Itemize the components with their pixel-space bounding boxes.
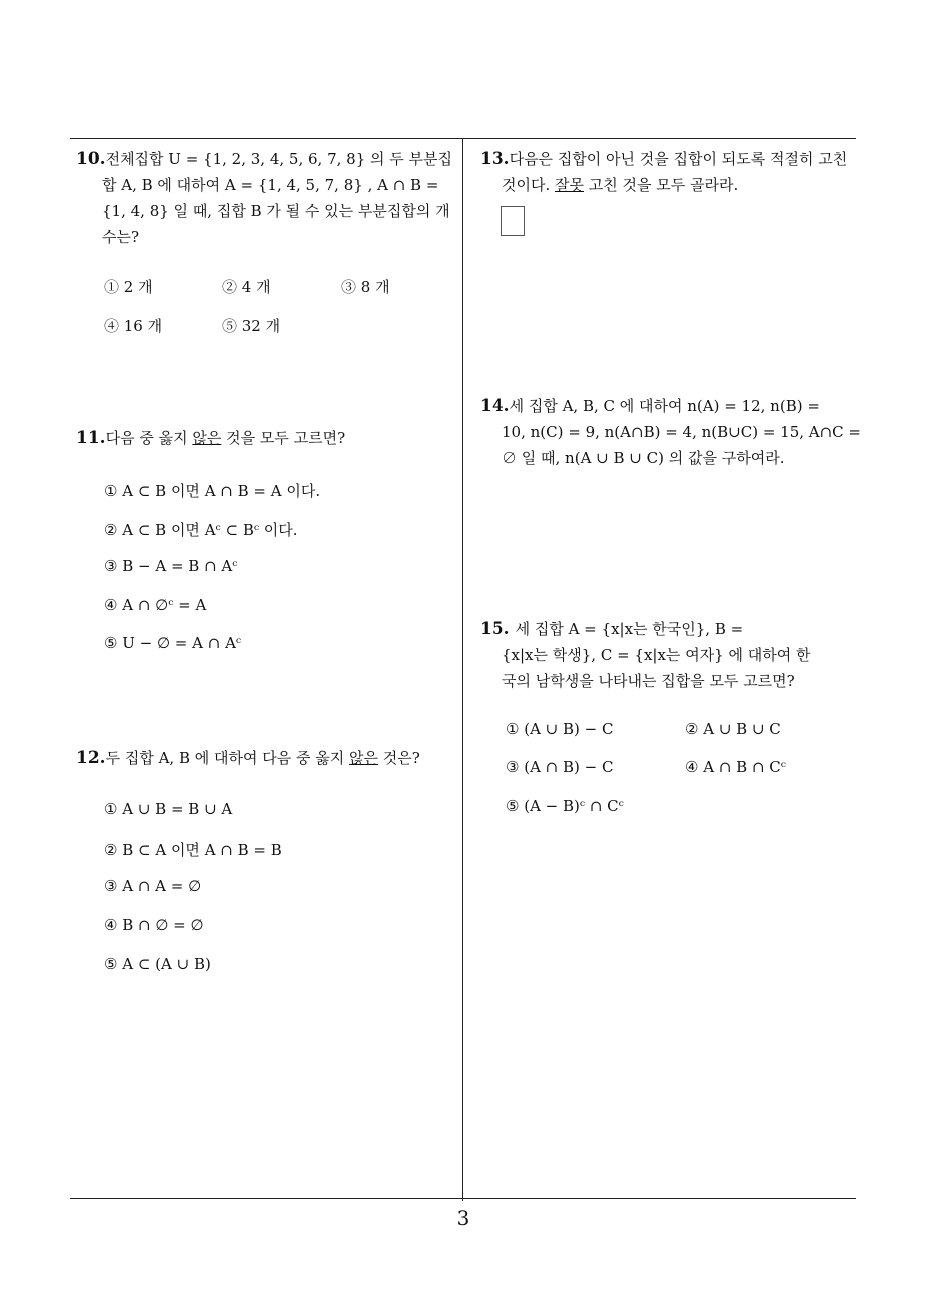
question-13-line-2: 것이다. 잘못 고친 것을 모두 골라라. [502, 176, 739, 194]
question-11 [76, 425, 456, 451]
question-13-number: 13. [480, 149, 510, 169]
question-10-option-3[interactable]: ③ 8 개 [341, 278, 390, 296]
question-15-option-2[interactable]: ② A ∪ B ∪ C [685, 720, 781, 738]
question-11-option-5[interactable]: ⑤ U − ∅ = A ∩ Aᶜ [104, 634, 242, 652]
question-14-number: 14. [480, 396, 510, 416]
question-10 [76, 146, 456, 250]
underlined-word: 않은 [192, 429, 222, 447]
question-11-option-2[interactable]: ② A ⊂ B 이면 Aᶜ ⊂ Bᶜ 이다. [104, 521, 298, 539]
question-13 [480, 146, 858, 198]
question-11-option-3[interactable]: ③ B − A = B ∩ Aᶜ [104, 557, 238, 575]
question-13-line-1: 13.다음은 집합이 아닌 것을 집합이 되도록 적절히 고친 [480, 149, 848, 169]
question-12-stem: 12.두 집합 A, B 에 대하여 다음 중 옳지 않은 것은? [76, 748, 420, 768]
question-14-line-2: 10, n(C) = 9, n(A∩B) = 4, n(B∪C) = 15, A∩C = [502, 423, 861, 441]
column-divider [462, 138, 463, 1201]
question-14-line-3: ∅ 일 때, n(A ∪ B ∪ C) 의 값을 구하여라. [502, 449, 785, 467]
question-14 [480, 393, 861, 471]
question-12-option-4[interactable]: ④ B ∩ ∅ = ∅ [104, 916, 204, 934]
question-15 [480, 616, 858, 694]
question-15-option-1[interactable]: ① (A ∪ B) − C [506, 720, 614, 738]
top-rule [70, 138, 856, 139]
question-12-number: 12. [76, 748, 106, 768]
question-14-line-1: 14.세 집합 A, B, C 에 대하여 n(A) = 12, n(B) = [480, 396, 820, 416]
question-10-number: 10. [76, 149, 106, 169]
question-15-line-3: 국의 남학생을 나타내는 집합을 모두 고르면? [502, 672, 795, 690]
question-11-option-4[interactable]: ④ A ∩ ∅ᶜ = A [104, 596, 207, 614]
question-15-option-3[interactable]: ③ (A ∩ B) − C [506, 758, 614, 776]
question-10-option-1[interactable]: ① 2 개 [104, 278, 153, 296]
image-placeholder-box [501, 206, 525, 236]
question-15-line-1: 15. 세 집합 A = {x|x는 한국인}, B = [480, 619, 744, 639]
question-12-option-1[interactable]: ① A ∪ B = B ∪ A [104, 800, 233, 818]
question-10-option-4[interactable]: ④ 16 개 [104, 317, 163, 335]
underlined-word: 잘못 [555, 176, 584, 194]
question-10-line-1: 10.전체집합 U = {1, 2, 3, 4, 5, 6, 7, 8} 의 두 부분집 [76, 149, 452, 169]
question-15-option-4[interactable]: ④ A ∩ B ∩ Cᶜ [685, 758, 786, 776]
question-11-number: 11. [76, 428, 106, 448]
question-10-option-5[interactable]: ⑤ 32 개 [222, 317, 281, 335]
question-12 [76, 745, 456, 771]
question-12-option-2[interactable]: ② B ⊂ A 이면 A ∩ B = B [104, 841, 282, 859]
question-10-option-2[interactable]: ② 4 개 [222, 278, 271, 296]
question-12-option-5[interactable]: ⑤ A ⊂ (A ∪ B) [104, 955, 211, 973]
question-15-line-2: {x|x는 학생}, C = {x|x는 여자} 에 대하여 한 [502, 646, 811, 664]
question-10-line-3: {1, 4, 8} 일 때, 집합 B 가 될 수 있는 부분집합의 개 [102, 202, 450, 220]
question-12-option-3[interactable]: ③ A ∩ A = ∅ [104, 877, 202, 895]
underlined-word: 않은 [349, 749, 378, 767]
question-11-option-1[interactable]: ① A ⊂ B 이면 A ∩ B = A 이다. [104, 482, 321, 500]
question-15-number: 15. [480, 619, 510, 639]
question-10-line-2: 합 A, B 에 대하여 A = {1, 4, 5, 7, 8} , A ∩ B = [102, 176, 439, 194]
bottom-rule [70, 1198, 856, 1199]
question-10-line-4: 수는? [102, 228, 140, 246]
question-15-option-5[interactable]: ⑤ (A − B)ᶜ ∩ Cᶜ [506, 797, 624, 815]
question-11-stem: 11.다음 중 옳지 않은 것을 모두 고르면? [76, 428, 346, 448]
page-number: 3 [456, 1206, 470, 1230]
